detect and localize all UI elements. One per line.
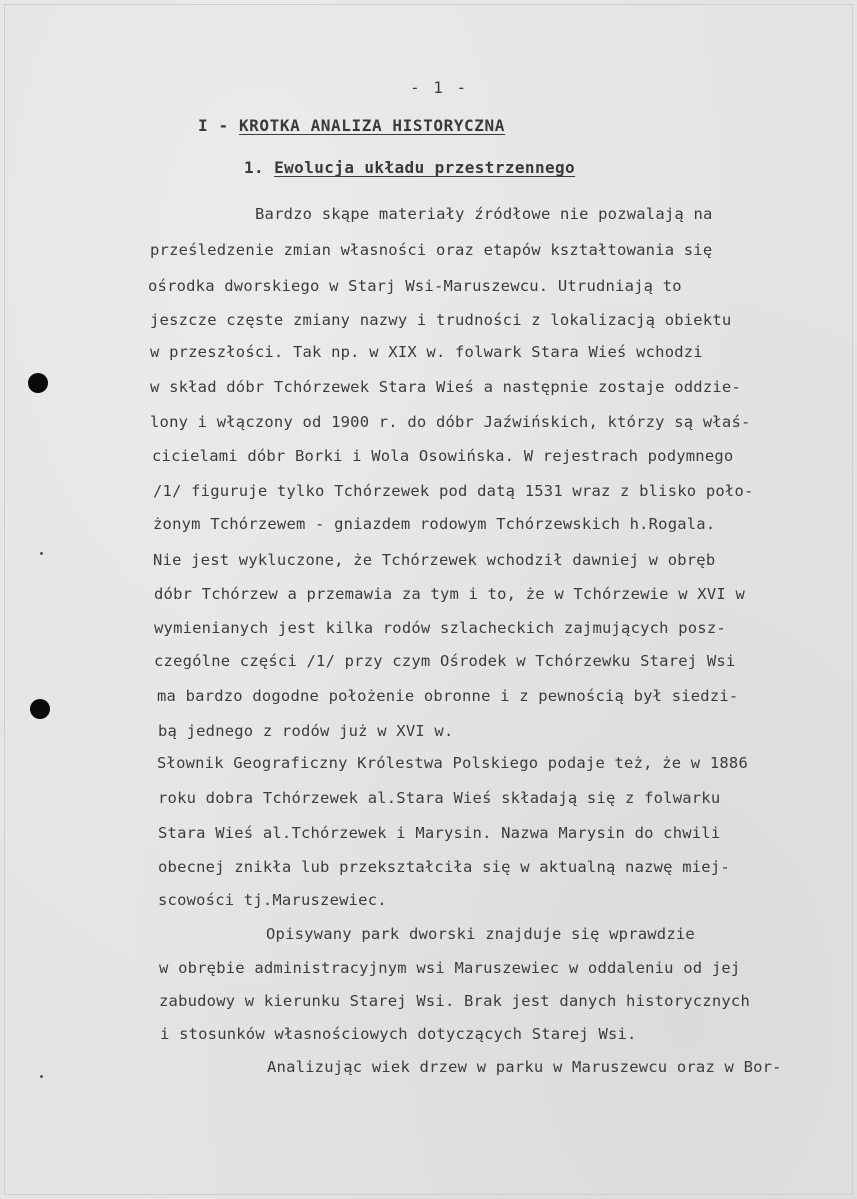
text-line: Opisywany park dworski znajduje się wprawdzie [266, 925, 695, 943]
text-line: cicielami dóbr Borki i Wola Osowińska. W rejestrach podymnego [152, 447, 734, 465]
text-line: roku dobra Tchórzewek al.Stara Wieś składają się z folwarku [158, 789, 721, 807]
text-line: w obrębie administracyjnym wsi Maruszewiec w oddaleniu od jej [159, 959, 741, 977]
text-line: zabudowy w kierunku Starej Wsi. Brak jest danych historycznych [159, 992, 750, 1010]
text-line: i stosunków własnościowych dotyczących Starej Wsi. [160, 1025, 637, 1043]
margin-mark [40, 1075, 43, 1078]
text-line: w przeszłości. Tak np. w XIX w. folwark Stara Wieś wchodzi [150, 343, 703, 361]
text-line: bą jednego z rodów już w XVI w. [158, 722, 454, 740]
text-line: /1/ figuruje tylko Tchórzewek pod datą 1531 wraz z blisko poło- [153, 482, 754, 500]
margin-mark [40, 552, 43, 555]
text-line: czególne części /1/ przy czym Ośrodek w Tchórzewku Starej Wsi [154, 652, 736, 670]
subheading-text: Ewolucja układu przestrzennego [274, 158, 576, 177]
heading-prefix: I - [198, 116, 239, 135]
text-line: Analizując wiek drzew w parku w Maruszewcu oraz w Bor- [267, 1058, 782, 1076]
text-line: Słownik Geograficzny Królestwa Polskiego podaje też, że w 1886 [157, 754, 748, 772]
section-heading [198, 116, 505, 136]
text-line: w skład dóbr Tchórzewek Stara Wieś a następnie zostaje oddzie- [150, 378, 741, 396]
page-number: - 1 - [410, 78, 469, 97]
subsection-heading [244, 158, 575, 178]
text-line: wymienianych jest kilka rodów szlacheckich zajmujących posz- [154, 619, 726, 637]
text-line: dóbr Tchórzew a przemawia za tym i to, że w Tchórzewie w XVI w [154, 585, 745, 603]
subheading-prefix: 1. [244, 158, 275, 177]
text-line: ma bardzo dogodne położenie obronne i z pewnością był siedzi- [157, 687, 739, 705]
punch-hole [30, 699, 50, 719]
text-line: ośrodka dworskiego w Starj Wsi-Maruszewcu. Utrudniają to [148, 277, 682, 295]
text-line: obecnej znikła lub przekształciła się w aktualną nazwę miej- [158, 858, 730, 876]
text-line: prześledzenie zmian własności oraz etapów kształtowania się [150, 241, 713, 259]
text-line: żonym Tchórzewem - gniazdem rodowym Tchórzewskich h.Rogala. [153, 515, 716, 533]
text-line: Nie jest wykluczone, że Tchórzewek wchodził dawniej w obręb [153, 551, 716, 569]
text-line: jeszcze częste zmiany nazwy i trudności z lokalizacją obiektu [150, 311, 732, 329]
heading-text: KROTKA ANALIZA HISTORYCZNA [238, 116, 505, 135]
text-line: lony i włączony od 1900 r. do dóbr Jaźwińskich, którzy są właś- [150, 413, 751, 431]
punch-hole [28, 373, 48, 393]
text-line: Stara Wieś al.Tchórzewek i Marysin. Nazwa Marysin do chwili [158, 824, 721, 842]
text-line: Bardzo skąpe materiały źródłowe nie pozwalają na [255, 205, 713, 223]
text-line: scowości tj.Maruszewiec. [158, 891, 387, 909]
